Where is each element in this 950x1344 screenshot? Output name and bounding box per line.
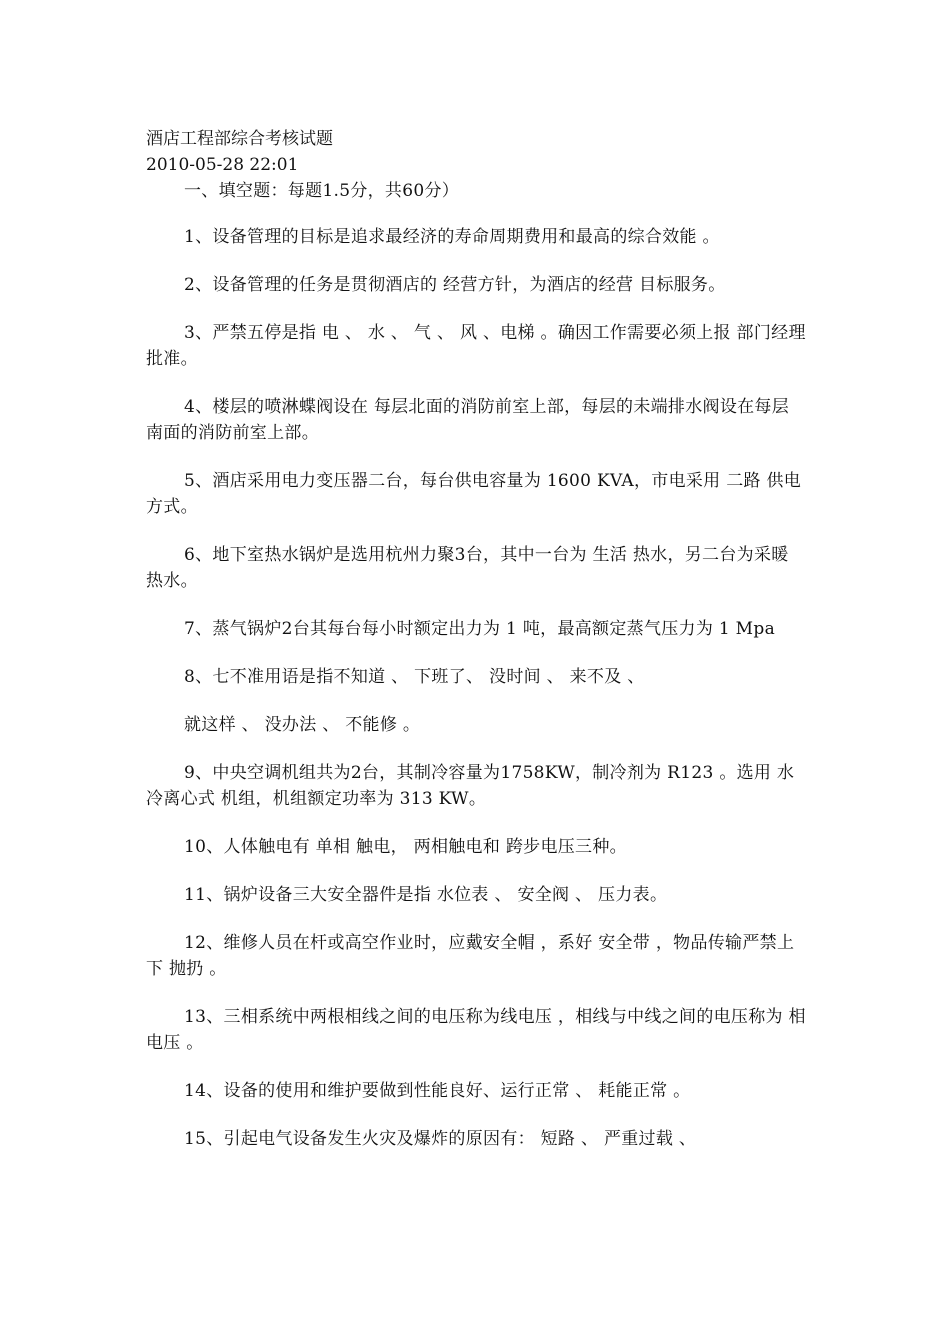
question-15: 15、引起电气设备发生火灾及爆炸的原因有： 短路 、 严重过载 、 xyxy=(184,1129,697,1149)
document-body xyxy=(146,178,806,1174)
document-datetime: 2010-05-28 22:01 xyxy=(146,155,299,175)
question-3: 3、严禁五停是指 电 、 水 、 气 、 风 、电梯 。确因工作需要必须上报 部门经理 批准。 xyxy=(146,323,806,369)
question-5: 5、酒店采用电力变压器二台，每台供电容量为 1600 KVA，市电采用 二路 供电方式。 xyxy=(146,471,802,517)
document-header xyxy=(146,126,826,178)
question-6: 6、地下室热水锅炉是选用杭州力聚3台，其中一台为 生活 热水，另二台为采暖 热水。 xyxy=(146,545,789,591)
question-11: 11、锅炉设备三大安全器件是指 水位表 、 安全阀 、 压力表。 xyxy=(184,885,668,905)
question-7: 7、蒸气锅炉2台其每台每小时额定出力为 1 吨，最高额定蒸气压力为 1 Mpa xyxy=(184,619,776,639)
question-8-continued: 就这样 、 没办法 、 不能修 。 xyxy=(184,715,421,735)
question-2: 2、设备管理的任务是贯彻酒店的 经营方针，为酒店的经营 目标服务。 xyxy=(184,275,726,295)
question-4: 4、楼层的喷淋蝶阀设在 每层北面的消防前室上部，每层的未端排水阀设在每层南面的消防前室上部。 xyxy=(146,397,790,443)
question-9: 9、中央空调机组共为2台，其制冷容量为1758KW，制冷剂为 R123 。选用 水冷离心式 机组，机组额定功率为 313 KW。 xyxy=(146,763,795,809)
question-12: 12、维修人员在杆或高空作业时，应戴安全帽 ，系好 安全带 ，物品传输严禁上下 抛扔 。 xyxy=(146,933,795,979)
section-heading: 一、填空题：每题1.5分，共60分） xyxy=(184,181,460,201)
question-8: 8、七不准用语是指不知道 、 下班了、 没时间 、 来不及 、 xyxy=(184,667,645,687)
question-10: 10、人体触电有 单相 触电， 两相触电和 跨步电压三种。 xyxy=(184,837,627,857)
question-14: 14、设备的使用和维护要做到性能良好、运行正常 、 耗能正常 。 xyxy=(184,1081,691,1101)
document-title: 酒店工程部综合考核试题 xyxy=(146,129,333,149)
question-13: 13、三相系统中两根相线之间的电压称为线电压 ，相线与中线之间的电压称为 相电压 。 xyxy=(146,1007,806,1053)
question-1: 1、设备管理的目标是追求最经济的寿命周期费用和最高的综合效能 。 xyxy=(184,227,720,247)
